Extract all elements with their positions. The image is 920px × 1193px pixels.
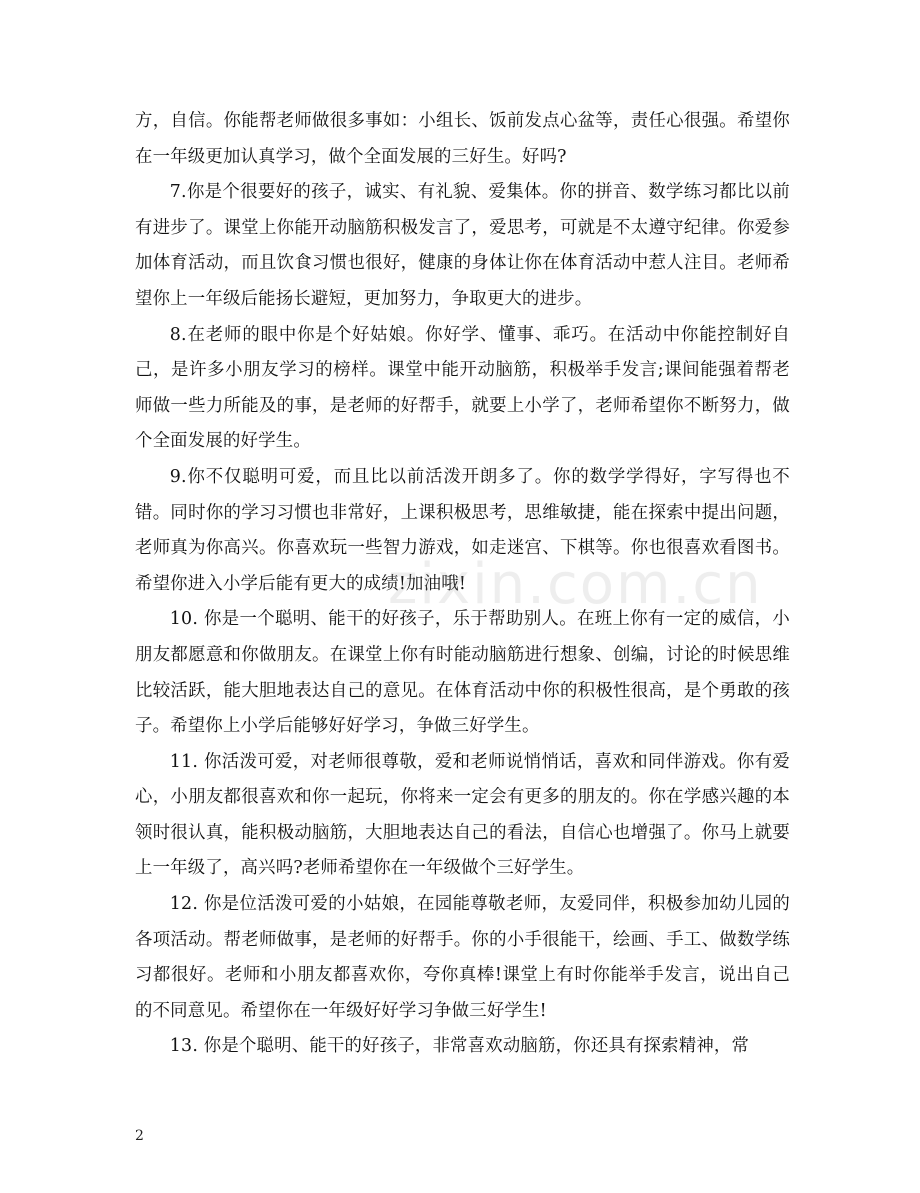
paragraph-item-8: 8.在老师的眼中你是个好姑娘。你好学、懂事、乖巧。在活动中你能控制好自己，是许多小朋友学习的榜样。课堂中能开动脑筋，积极举手发言;课间能强着帮老师做一些力所能及的事，是老师的好帮手，就要上小学了，老师希望你不断努力，做个全面发展的好学生。 xyxy=(135,324,790,452)
paragraph-continuation: 方，自信。你能帮老师做很多事如：小组长、饭前发点心盆等，责任心很强。希望你在一年级更加认真学习，做个全面发展的三好生。好吗? xyxy=(135,111,790,167)
paragraph-item-9: 9.你不仅聪明可爱，而且比以前活泼开朗多了。你的数学学得好，字写得也不错。同时你的学习习惯也非常好，上课积极思考，思维敏捷，能在探索中提出问题，老师真为你高兴。你喜欢玩一些智力游戏，如走迷宫、下棋等。你也很喜欢看图书。希望你进入小学后能有更大的成绩!加油哦! xyxy=(135,466,790,594)
paragraph-item-10: 10. 你是一个聪明、能干的好孩子，乐于帮助别人。在班上你有一定的威信，小朋友都愿意和你做朋友。在课堂上你有时能动脑筋进行想象、创编，讨论的时候思维比较活跃，能大胆地表达自己的意见。在体育活动中你的积极性很高，是个勇敢的孩子。希望你上小学后能够好好学习，争做三好学生。 xyxy=(135,609,790,737)
document-body xyxy=(135,104,790,1065)
paragraph-item-13: 13. 你是个聪明、能干的好孩子，非常喜欢动脑筋，你还具有探索精神，常 xyxy=(169,1036,750,1057)
watermark: zixin.com.cn xyxy=(388,552,763,617)
paragraph-item-12: 12. 你是位活泼可爱的小姑娘，在园能尊敬老师，友爱同伴，积极参加幼儿园的各项活动。帮老师做事，是老师的好帮手。你的小手很能干，绘画、手工、做数学练习都很好。老师和小朋友都喜欢你，夸你真棒!课堂上有时你能举手发言，说出自己的不同意见。希望你在一年级好好学习争做三好学生! xyxy=(135,894,790,1021)
paragraph-item-7: 7.你是个很要好的孩子，诚实、有礼貌、爱集体。你的拼音、数学练习都比以前有进步了。课堂上你能开动脑筋积极发言了，爱思考，可就是不太遵守纪律。你爱参加体育活动，而且饮食习惯也很好，健康的身体让你在体育活动中惹人注目。老师希望你上一年级后能扬长避短，更加努力，争取更大的进步。 xyxy=(135,182,790,309)
page-number: 2 xyxy=(135,1128,144,1144)
paragraph-item-11: 11. 你活泼可爱，对老师很尊敬，爱和老师说悄悄话，喜欢和同伴游戏。你有爱心，小朋友都很喜欢和你一起玩，你将来一定会有更多的朋友的。你在学感兴趣的本领时很认真，能积极动脑筋，大胆地表达自己的看法，自信心也增强了。你马上就要上一年级了，高兴吗?老师希望你在一年级做个三好学生。 xyxy=(135,751,790,879)
